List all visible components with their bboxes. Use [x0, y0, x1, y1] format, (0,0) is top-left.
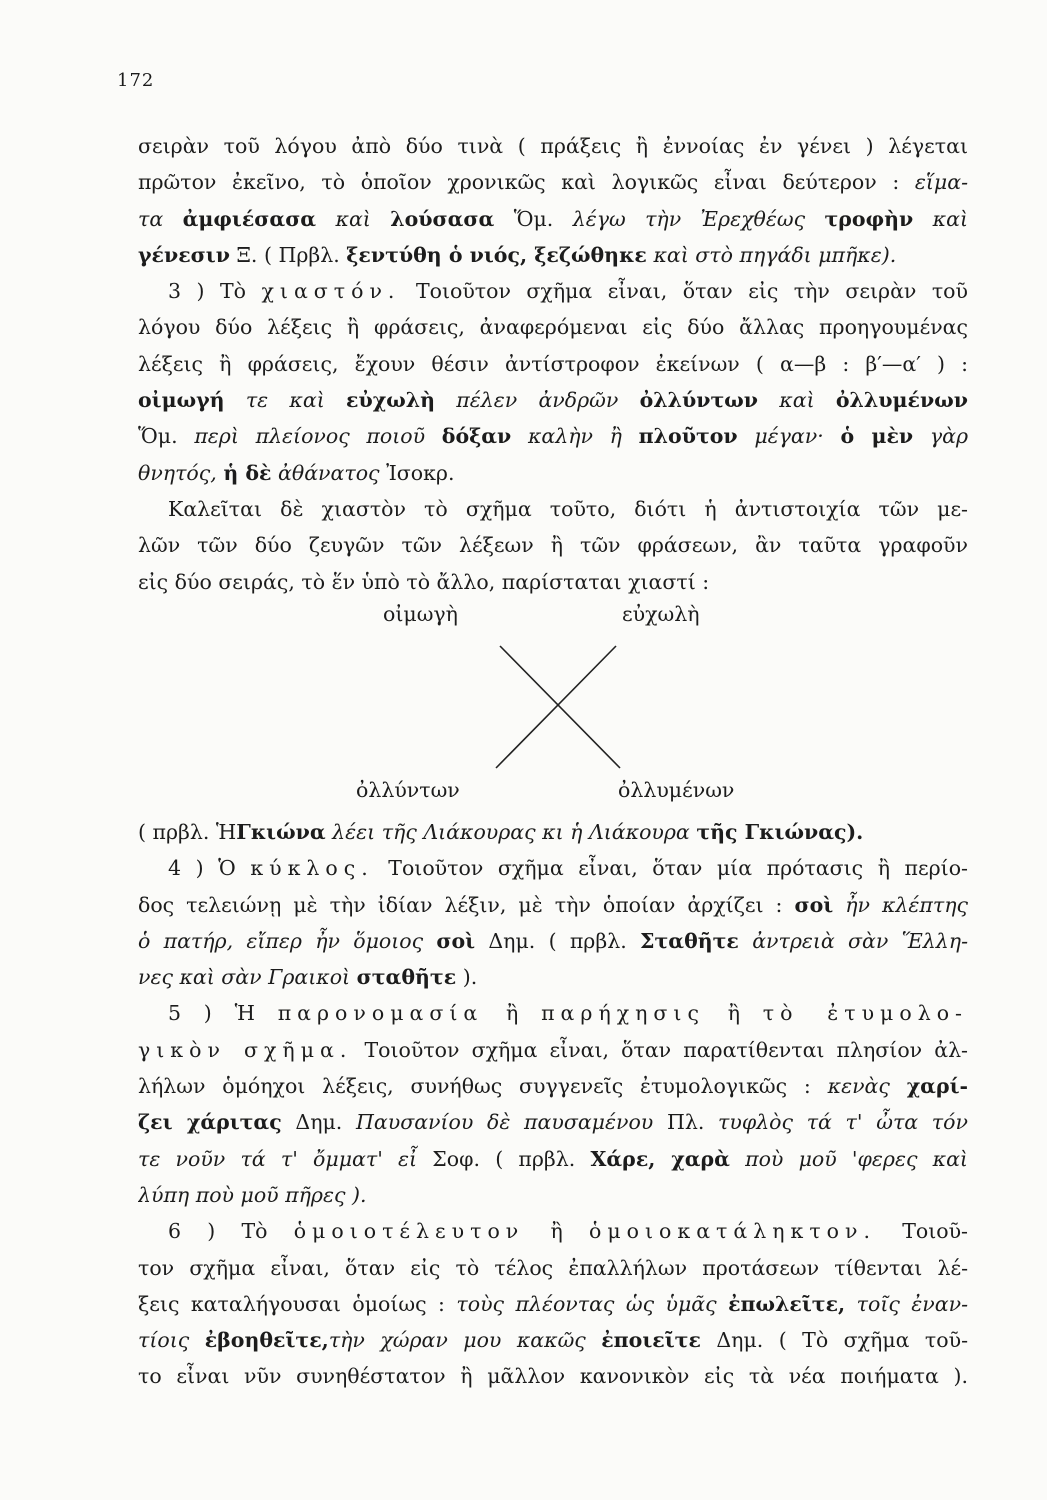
italic-span: λύπη ποὺ μοῦ πῆρες ).: [138, 1182, 367, 1207]
text-line: [138, 527, 968, 563]
italic-span: ἀθάνατος: [278, 460, 380, 485]
text-span: ἢ: [550, 1219, 563, 1244]
text-span: Τοιοῦτον σχῆμα εἶναι, ὅταν μία πρότασις ἢ περίο-: [388, 856, 968, 881]
bold-span: ἐποιεῖτε: [601, 1328, 701, 1353]
spaced-term: παρήχησις: [541, 1001, 705, 1026]
bold-span: ἡ δὲ: [223, 460, 272, 485]
text-span: ).: [462, 965, 478, 990]
text-line: [138, 1177, 968, 1213]
bold-span: οἰμωγή: [138, 388, 225, 413]
italic-span: εἵμα-: [914, 170, 968, 195]
text-line: [138, 1250, 968, 1286]
bold-span: γένεσιν: [138, 242, 230, 267]
bold-span: εὐχωλὴ: [346, 388, 435, 413]
section-number: 4 ) Ὁ: [168, 856, 236, 881]
text-line: [138, 273, 968, 309]
text-line: [138, 1213, 968, 1249]
cross-lines: [138, 596, 968, 816]
italic-span: τε νοῦν τά τ' ὄμματ' εἶ: [138, 1146, 418, 1171]
text-span: ἢ: [506, 1001, 519, 1026]
text-span: δος τελειώνῃ μὲ τὴν ἰδίαν λέξιν, μὲ τὴν ὁποίαν ἀρχίζει :: [138, 892, 783, 917]
bold-span: λούσασα: [390, 206, 495, 231]
spaced-term: ὁμοιοκατάληκτον.: [589, 1219, 876, 1244]
text-line: [138, 1286, 968, 1322]
text-span: Καλεῖται δὲ χιαστὸν τὸ σχῆμα τοῦτο, διότι ἡ ἀντιστοιχία τῶν με-: [168, 496, 968, 521]
bold-span: πλοῦτον: [638, 424, 738, 449]
italic-span: γὰρ: [929, 424, 968, 449]
bold-span: σοὶ: [436, 928, 476, 953]
text-line: [138, 491, 968, 527]
text-line: [138, 923, 968, 959]
text-line: [138, 128, 968, 164]
text-span: Ὅμ.: [513, 206, 554, 231]
page-number: 172: [117, 70, 155, 91]
bold-span: ἀμφιέσασα: [182, 206, 317, 231]
bold-span: τῆς Γκιώνας).: [696, 820, 864, 844]
cross-line-2: [496, 646, 616, 768]
bold-span: ζει χάριτας: [138, 1110, 282, 1135]
spaced-term: τὸ ἐτυμολο-: [762, 1001, 968, 1026]
italic-span: νες καὶ σὰν Γραικοὶ: [138, 965, 351, 990]
section-number: 3 ) Τὸ: [168, 279, 246, 304]
italic-span: ποὺ μοῦ 'φερες καὶ: [745, 1146, 968, 1171]
italic-span: τυφλὸς τά τ' ὦτα τόν: [718, 1110, 968, 1135]
chiasmus-diagram: [138, 596, 968, 816]
bold-span: χαρί-: [906, 1074, 968, 1099]
italic-span: τίοις: [138, 1328, 190, 1353]
main-text-lower: [138, 814, 968, 1395]
text-line: [138, 201, 968, 237]
text-line: [138, 455, 968, 491]
section-number: 6 ) Τὸ: [168, 1219, 268, 1244]
italic-span: ἀντρειὰ σὰν Ἕλλη-: [752, 928, 968, 953]
bold-span: ὁ μὲν: [840, 424, 914, 449]
italic-span: θνητός,: [138, 460, 217, 485]
text-line: [138, 1104, 968, 1140]
text-span: Ξ. ( Πρβλ.: [236, 242, 340, 267]
text-span: Σοφ. ( πρβλ.: [432, 1146, 576, 1171]
text-line: [138, 887, 968, 923]
text-line: [138, 1141, 968, 1177]
italic-span: καὶ: [779, 388, 815, 413]
text-span: πρῶτον ἐκεῖνο, τὸ ὁποῖον χρονικῶς καὶ λογικῶς εἶναι δεύτερον :: [138, 170, 900, 195]
bold-span: ἐβοηθεῖτε,: [204, 1328, 329, 1353]
spaced-term: χιαστόν.: [261, 279, 401, 304]
diagram-word-top-right: εὐχωλὴ: [622, 602, 700, 626]
bold-span: σταθῆτε: [356, 965, 457, 990]
text-line: [138, 850, 968, 886]
text-span: Τοιοῦτον σχῆμα εἶναι, ὅταν εἰς τὴν σειρὰν τοῦ: [415, 279, 968, 304]
text-line: [138, 995, 968, 1031]
text-line: [138, 1032, 968, 1068]
text-span: Δημ. ( πρβλ.: [488, 928, 627, 953]
text-span: ἢ: [727, 1001, 741, 1026]
text-line: [138, 1322, 968, 1358]
italic-span: καὶ στὸ πηγάδι μπῆκε).: [653, 242, 897, 267]
bold-span: δόξαν: [441, 424, 512, 449]
bold-span: Σταθῆτε: [640, 928, 739, 953]
text-span: τον σχῆμα εἶναι, ὅταν εἰς τὸ τέλος ἐπαλλήλων προτάσεων τίθενται λέ-: [138, 1255, 968, 1280]
text-span: Δημ. ( Τὸ σχῆμα τοῦ-: [716, 1328, 968, 1353]
text-span: ( πρβλ. Ἡ: [138, 820, 237, 844]
text-line: [138, 237, 968, 273]
italic-span: τε καὶ: [245, 388, 325, 413]
text-line: [138, 309, 968, 345]
bold-span: τροφὴν: [824, 206, 914, 231]
spaced-term: ὁμοιοτέλευτον: [293, 1219, 525, 1244]
italic-span: κενὰς: [827, 1074, 890, 1099]
italic-span: περὶ πλείονος ποιοῦ: [194, 424, 426, 449]
italic-span: ἦν κλέπτης: [845, 892, 968, 917]
bold-span: ὀλλυμένων: [835, 388, 968, 413]
cross-line-1: [500, 646, 620, 768]
bold-span: Γκιώνα: [236, 820, 326, 844]
text-span: Δημ.: [295, 1110, 343, 1135]
italic-span: Παυσανίου δὲ παυσαμένου: [356, 1110, 654, 1135]
italic-span: πέλεν ἀνδρῶν: [456, 388, 619, 413]
text-span: Ὅμ.: [138, 424, 178, 449]
italic-span: μέγαν·: [754, 424, 824, 449]
italic-span: καὶ: [335, 206, 371, 231]
italic-span: λέει τῆς Λιάκουρας κι ἡ Λιάκουρα: [332, 820, 690, 844]
main-text-upper: [138, 128, 968, 600]
bold-span: ἐπωλεῖτε,: [728, 1291, 846, 1316]
spaced-term: παρονομασία: [277, 1001, 484, 1026]
italic-span: τα: [138, 206, 164, 231]
bold-span: σοὶ: [794, 892, 834, 917]
text-line: [138, 1358, 968, 1394]
text-span: Ἰσοκρ.: [386, 460, 455, 485]
text-line: [138, 1068, 968, 1104]
text-span: το εἶναι νῦν συνηθέστατον ἢ μᾶλλον κανονικὸν εἰς τὰ νέα ποιήματα ).: [138, 1364, 968, 1389]
text-line: [138, 418, 968, 454]
text-line: [138, 814, 968, 850]
text-span: λόγου δύο λέξεις ἢ φράσεις, ἀναφερόμεναι εἰς δύο ἄλλας προηγουμένας: [138, 315, 968, 340]
diagram-word-top-left: οἰμωγὴ: [383, 602, 458, 626]
text-span: Τοιοῦ-: [902, 1219, 968, 1244]
text-line: [138, 382, 968, 418]
italic-span: καλὴν ἢ: [527, 424, 622, 449]
text-span: λῶν τῶν δύο ζευγῶν τῶν λέξεων ἢ τῶν φράσεων, ἂν ταῦτα γραφοῦν: [138, 533, 968, 558]
text-span: ξεις καταλήγουσαι ὁμοίως :: [138, 1291, 445, 1316]
section-number: 5 ) Ἡ: [168, 1001, 255, 1026]
spaced-term: κύκλος.: [250, 856, 374, 881]
italic-span: τοὺς πλέοντας ὡς ὑμᾶς: [456, 1291, 717, 1316]
spaced-term: γικὸν σχῆμα.: [138, 1037, 353, 1062]
text-span: σειρὰν τοῦ λόγου ἀπὸ δύο τινὰ ( πράξεις ἢ ἐννοίας ἐν γένει ) λέγεται: [138, 134, 968, 158]
text-line: [138, 959, 968, 995]
text-line: [138, 346, 968, 382]
text-span: λέξεις ἢ φράσεις, ἔχουν θέσιν ἀντίστροφον ἐκείνων ( α—β : β′—α′ ) :: [138, 351, 968, 376]
text-span: Πλ.: [666, 1110, 705, 1135]
text-line: [138, 164, 968, 200]
bold-span: ξεντύθη ὁ νιός, ξεζώθηκε: [346, 242, 647, 267]
text-span: εἰς δύο σειράς, τὸ ἕν ὑπὸ τὸ ἄλλο, παρίσταται χιαστί :: [138, 569, 710, 594]
bold-span: Χάρε, χαρὰ: [590, 1146, 730, 1171]
bold-span: ὀλλύντων: [639, 388, 759, 413]
italic-span: καὶ: [932, 206, 968, 231]
text-span: Τοιοῦτον σχῆμα εἶναι, ὅταν παρατίθενται πλησίον ἀλ-: [364, 1037, 968, 1062]
text-line: [138, 564, 968, 600]
italic-span: λέγω τὴν Ἐρεχθέως: [572, 206, 806, 231]
diagram-word-bottom-right: ὀλλυμένων: [618, 778, 735, 802]
italic-span: τοῖς ἐναν-: [856, 1291, 968, 1316]
italic-span: ὁ πατήρ, εἴπερ ἦν ὅμοιος: [138, 928, 424, 953]
italic-span: τὴν χώραν μου κακῶς: [328, 1328, 586, 1353]
diagram-word-bottom-left: ὀλλύντων: [356, 778, 460, 802]
text-span: λήλων ὁμόηχοι λέξεις, συνήθως συγγενεῖς ἐτυμολογικῶς :: [138, 1074, 811, 1099]
